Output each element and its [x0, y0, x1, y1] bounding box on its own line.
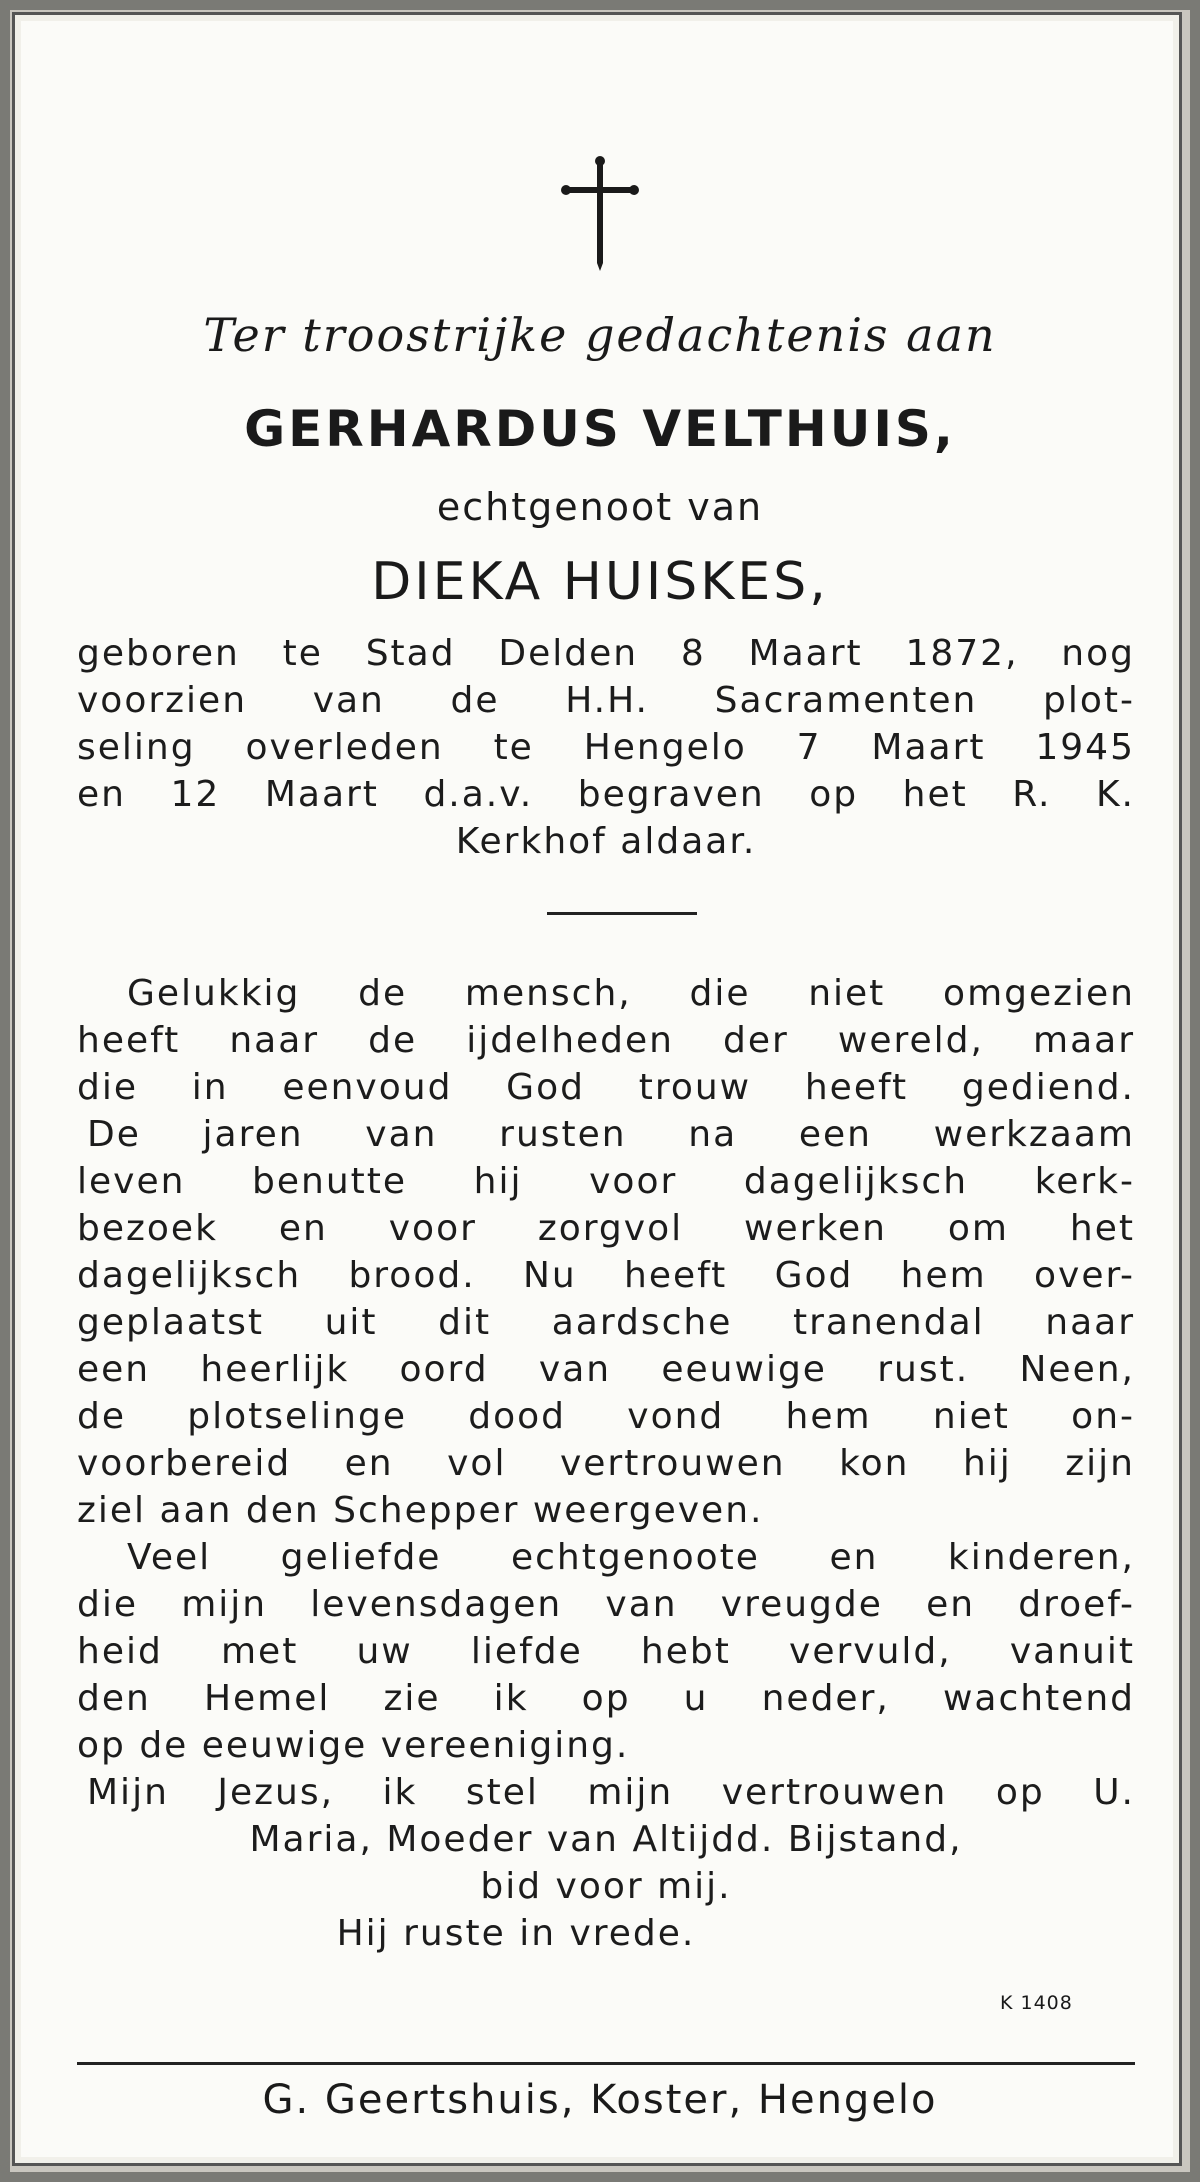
verse-line: de plotselinge dood vond hem niet on-: [77, 1396, 1135, 1437]
verse-line: ziel aan den Schepper weergeven.: [77, 1490, 764, 1531]
verse-line: De jaren van rusten na een werkzaam: [87, 1114, 1135, 1155]
bottom-rule: [77, 2062, 1135, 2065]
verse-line: bezoek en voor zorgvol werken om het: [77, 1208, 1135, 1249]
verse-line: Mijn Jezus, ik stel mijn vertrouwen op U.: [87, 1772, 1135, 1813]
intro-line: Ter troostrijke gedachtenis aan: [203, 308, 997, 362]
verse-line: dagelijksch brood. Nu heeft God hem over-: [77, 1255, 1135, 1296]
printer-credit: G. Geertshuis, Koster, Hengelo: [262, 2077, 938, 2123]
verse-line: Maria, Moeder van Altijdd. Bijstand,: [249, 1819, 963, 1860]
verse-line: voorbereid en vol vertrouwen kon hij zijn: [77, 1443, 1135, 1484]
spouse-label: echtgenoot van: [436, 485, 764, 529]
verse-line: heeft naar de ijdelheden der wereld, maar: [77, 1020, 1135, 1061]
verse-line: geplaatst uit dit aardsche tranendal naar: [77, 1302, 1135, 1343]
verse-line: een heerlijk oord van eeuwige rust. Neen,: [77, 1349, 1135, 1390]
verse-line: Gelukkig de mensch, die niet omgezien: [127, 973, 1135, 1014]
deceased-name: GERHARDUS VELTHUIS,: [244, 400, 956, 458]
verse-line: die in eenvoud God trouw heeft gediend.: [77, 1067, 1135, 1108]
divider-rule: [547, 912, 697, 915]
bio-line: Kerkhof aldaar.: [455, 821, 757, 862]
verse-line: die mijn levensdagen van vreugde en droef-: [77, 1584, 1135, 1625]
bio-line: geboren te Stad Delden 8 Maart 1872, nog: [77, 633, 1135, 674]
bio-line: en 12 Maart d.a.v. begraven op het R. K.: [77, 774, 1135, 815]
card-code: K 1408: [1000, 1992, 1073, 2014]
verse-line: bid voor mij.: [480, 1866, 732, 1907]
verse-paragraph: [77, 970, 1135, 1957]
memorial-card: [12, 12, 1182, 2166]
spouse-name: DIEKA HUISKES,: [371, 552, 829, 612]
bio-line: voorzien van de H.H. Sacramenten plot-: [77, 680, 1135, 721]
bio-paragraph: [77, 630, 1135, 865]
verse-line: leven benutte hij voor dagelijksch kerk-: [77, 1161, 1135, 1202]
verse-line: heid met uw liefde hebt vervuld, vanuit: [77, 1631, 1135, 1672]
cross-icon: [560, 155, 640, 275]
bio-line: seling overleden te Hengelo 7 Maart 1945: [77, 727, 1135, 768]
verse-line: Veel geliefde echtgenoote en kinderen,: [127, 1537, 1135, 1578]
verse-line: den Hemel zie ik op u neder, wachtend: [77, 1678, 1135, 1719]
verse-line: op de eeuwige vereeniging.: [77, 1725, 630, 1766]
verse-line: Hij ruste in vrede.: [336, 1913, 696, 1954]
